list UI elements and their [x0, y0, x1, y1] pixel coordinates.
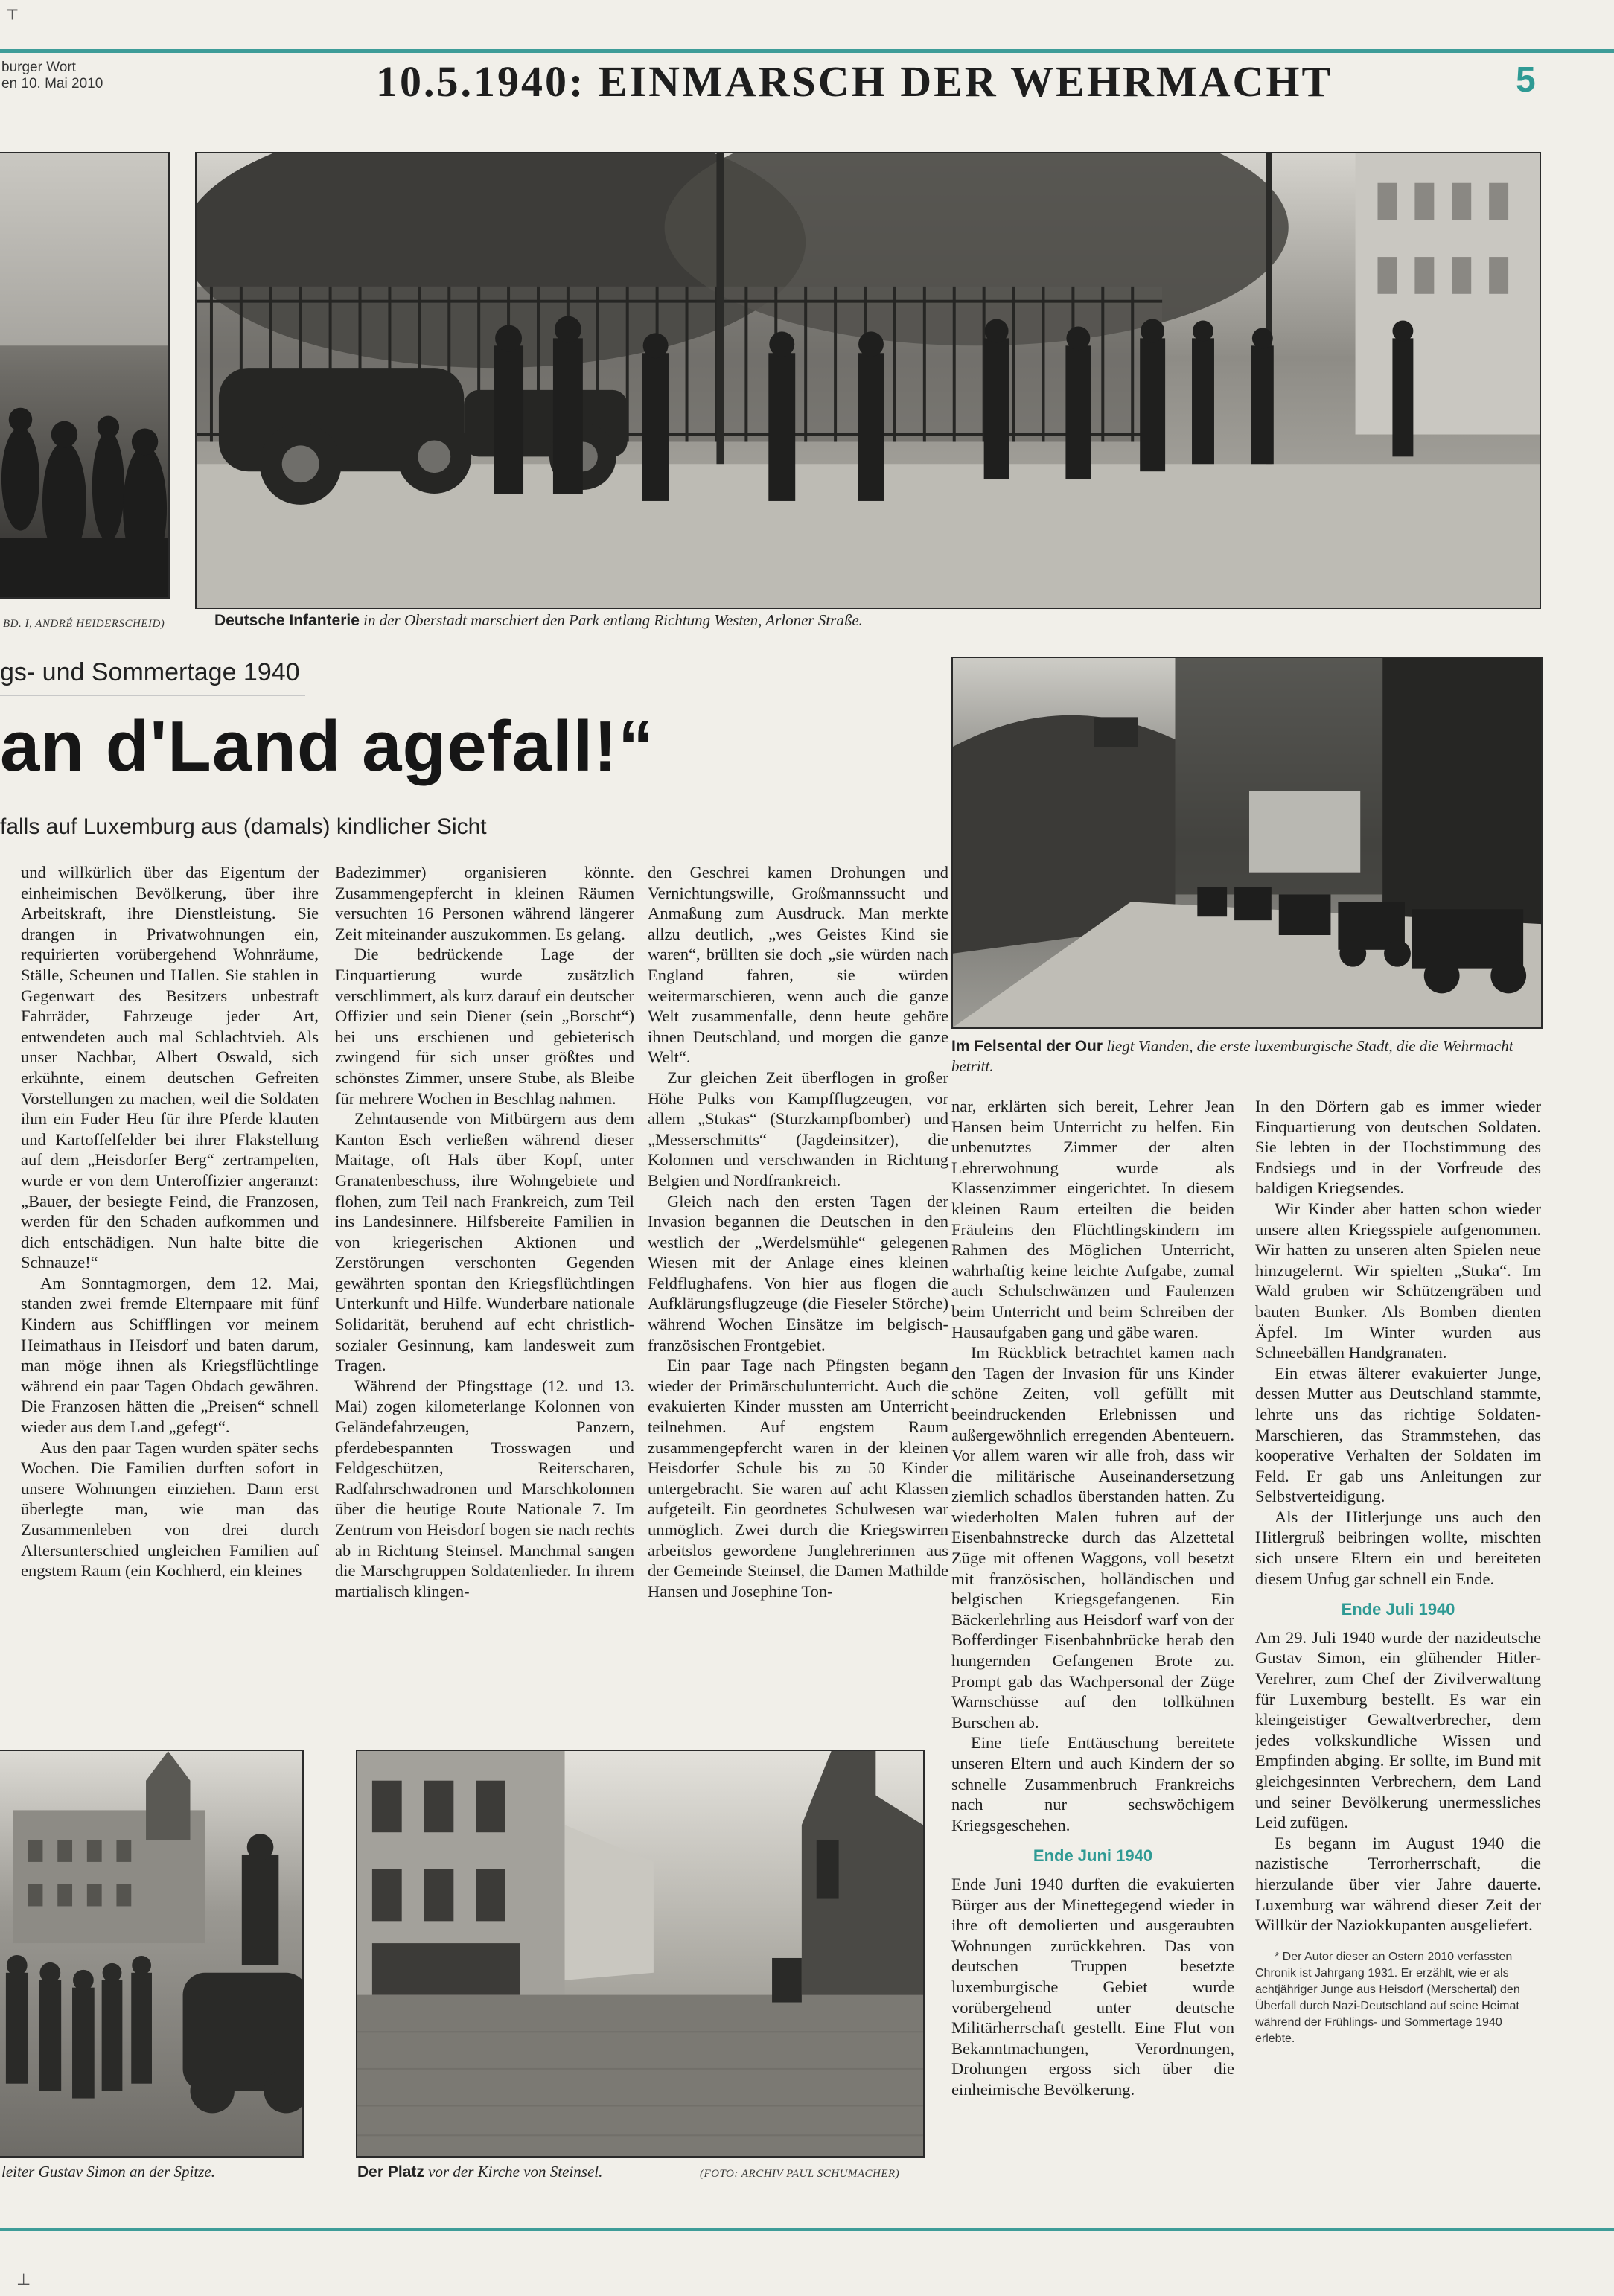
caption-infantry-bold: Deutsche Infanterie: [214, 612, 360, 629]
col2-paragraph: Badezimmer) organisieren könnte. Zusammengepfercht in kleinen Räumen versuchten 16 Personen während längerer Zeit miteinander auszukommen. Es gelang.: [335, 863, 634, 943]
photo-credit-steinsel: (FOTO: ARCHIV PAUL SCHUMACHER): [700, 2168, 900, 2180]
photo-gauleiter-parade: [0, 1750, 304, 2158]
col4-paragraph: Ende Juni 1940 durften die evakuierten Bürger aus der Minettegegend wieder in ihre oft demolierten und ausgeraubten Wohnungen zurückkehren. Das von deutschen Truppen besetzte luxemburgische Gebiet wurde vorübergehend unter deutsche Militärherrschaft gestellt. Eine Flut von Bekanntmachungen, Verordnungen, Drohungen ergoss sich über die einheimische Bevölkerung.: [951, 1874, 1234, 2099]
caption-steinsel-bold: Der Platz: [357, 2163, 424, 2181]
col1-paragraph: und willkürlich über das Eigentum der einheimischen Bevölkerung, über ihre Arbeitskraft, ihre Dienstleistung. Sie drangen in Privatwohnungen ein, requirierten vorübergehend Wohnräume, Ställe, Scheunen und Hallen. Sie stahlen in Gegenwart des Besitzers unbestraft Fahrräder, Fahrzeuge jeder Art, entwendeten auch mal Schlachtvieh. Als unser Nachbar, Albert Oswald, sich erkühnte, einem deutschen Gefreiten Vorstellungen zu machen, weil die Soldaten ihm ein Fuder Heu für ihre Pferde klauten und Kartoffelfelder bei ihrer Flakstellung auf dem „Heisdorfer Berg“ zertrampelten, wurde er von dem Unteroffizier angeranzt: „Bauer, der besiegte Feind, die Franzosen, werden für den Schaden aufkommen und dich entschädigen. Nun halte bitte die Schnauze!“: [21, 863, 319, 1272]
col2-paragraph: Die bedrückende Lage der Einquartierung wurde zusätzlich verschlimmert, als kurz darauf ein deutscher Offizier und sein Diener (sein „Borscht“) bei uns erschienen und gebieterisch zwingend für sich unser größtes und schönstes Zimmer, unsere Stube, als Bleibe für mehrere Wochen in Beschlag nahmen.: [335, 945, 634, 1108]
col5-paragraph: Am 29. Juli 1940 wurde der nazideutsche Gustav Simon, ein glühender Hitler-Verehrer, zum Chef der Zivilverwaltung für Luxemburg bestellt. Es war ein kleingeistiger Gewaltverbrecher, dem jedes volkskundliche Wissen und Empfinden abging. Er sollte, im Bund mit gleichgesinnten Verbrechern, dem Land und seiner Bevölkerung unermessliches Leid zufügen.: [1255, 1627, 1541, 1832]
col1-paragraph: Aus den paar Tagen wurden später sechs Wochen. Die Familien durften sofort in unsere Wohnungen einziehen. Dann erst überlegte man, wie man das Zusammenleben von drei durch Altersunterschied ungleichen Familien auf engstem Raum (ein Kochherd, ein kleines: [21, 1438, 319, 1581]
paper-name: [1, 60, 103, 92]
col5-paragraph: Es begann im August 1940 die nazistische Terrorherrschaft, die hierzulande über vier Jahre dauerte. Luxemburg war während dieser Zeit der Willkür der Naziokkupanten ausgeliefert.: [1255, 1833, 1541, 1935]
article-headline: an d'Land agefall!“: [0, 707, 655, 786]
teal-rule-top: [0, 49, 1614, 53]
col3-paragraph: Ein paar Tage nach Pfingsten begann wieder der Primärschulunterricht. Auch die evakuierten Kinder mussten am Unterricht teilnehmen. Auf engstem Raum zusammengepfercht waren in der kleinen Heisdorfer Schule bis zu 50 Kinder untergebracht. Sie waren auf acht Klassen aufgeteilt. Ein geordnetes Schulwesen war unmöglich. Zwei durch die Kriegswirren arbeitslos gewordene Junglehrerinnen aus der Gemeinde Steinsel, die Damen Mathilde Hansen und Josephine Ton-: [648, 1356, 948, 1601]
caption-vianden: [951, 1036, 1543, 1077]
article-column-2: [335, 862, 634, 1747]
caption-steinsel-text: vor der Kirche von Steinsel.: [424, 2163, 603, 2181]
article-column-1: [21, 862, 319, 1764]
article-kicker: gs- und Sommertage 1940: [0, 658, 300, 686]
photo-parade-image: [0, 1751, 302, 2156]
photo-vianden-image: [953, 658, 1541, 1027]
col1-paragraph: Am Sonntagmorgen, dem 12. Mai, standen zwei fremde Elternpaare mit fünf Kindern aus Schifflingen vor meinem Heimathaus in Heisdorf und baten darum, man möge ihnen als Kriegsflüchtlinge während ein paar Tagen Obdach gewähren. Die Franzosen hätten die „Preisen“ schnell wieder aus dem Land „gefegt“.: [21, 1273, 319, 1437]
article-column-3: [648, 862, 948, 1747]
col4-paragraph: nar, erklärten sich bereit, Lehrer Jean Hansen beim Unterricht zu helfen. Ein unbenutztes Zimmer der alten Lehrerwohnung wurde als Klassenzimmer eingerichtet. In diesem kleinen Raum erteilten die beiden Fräuleins den Flüchtlingskindern im Rahmen des Möglichen Unterricht, wahrhaftig keine leichte Aufgabe, zumal auch Schulschwänzen und Faulenzen beim Unterricht und beim Schreiben der Hausaufgaben gang und gäbe waren.: [951, 1097, 1234, 1342]
caption-infantry: [214, 610, 863, 631]
page-title: 10.5.1940: EINMARSCH DER WEHRMACHT: [376, 57, 1333, 106]
col5-paragraph: Wir Kinder aber hatten schon wieder unsere alten Kriegsspiele aufgenommen. Wir hatten zu unseren alten Spielen neue hinzugelernt. Wir spielten „Stuka“. Im Wald gruben wir Schützengräben und bauten Bunker. Als Bomben dienten Äpfel. Im Winter wurden aus Schneebällen Handgranaten.: [1255, 1199, 1541, 1362]
paper-date: en 10. Mai 2010: [1, 76, 103, 92]
kicker-underline: [0, 695, 305, 696]
article-column-5: [1255, 1096, 1541, 2199]
photo-credit-left: BD. I, ANDRÉ HEIDERSCHEID): [3, 618, 165, 630]
author-footnote: * Der Autor dieser an Ostern 2010 verfassten Chronik ist Jahrgang 1931. Er erzählt, wie er als achtjähriger Junge aus Heisdorf (Merschertal) den Überfall durch Nazi-Deutschland auf seine Heimat während der Frühlings- und Sommertage 1940 erlebte.: [1255, 1950, 1520, 2045]
photo-steinsel-image: [357, 1751, 923, 2156]
section-heading-july: Ende Juli 1940: [1341, 1600, 1455, 1619]
caption-parade: [1, 2162, 215, 2182]
page-number: 5: [1516, 60, 1536, 100]
caption-vianden-text: liegt Vianden, die erste luxemburgische Stadt, die die Wehrmacht betritt.: [951, 1037, 1513, 1075]
crop-mark-bottom: ⊥: [16, 2271, 31, 2289]
section-heading-june: Ende Juni 1940: [1033, 1846, 1153, 1866]
caption-steinsel: [357, 2162, 602, 2182]
teal-rule-bottom: [0, 2228, 1614, 2231]
photo-crowd: [0, 152, 170, 599]
article-subhead: falls auf Luxemburg aus (damals) kindlicher Sicht: [0, 814, 487, 839]
col3-paragraph: den Geschrei kamen Drohungen und Vernichtungswille, Großmannssucht und Anmaßung zum Ausdruck. Man merkte allzu deutlich, „wes Geistes Kind sie waren“, brüllten sie doch „sie würden nach England fahren, sie würden weitermarschieren, wenn auch die ganze Welt zusammenfalle, denn heute gehöre ihnen Deutschland, und morgen die ganze Welt“.: [648, 863, 948, 1067]
col2-paragraph: Zehntausende von Mitbürgern aus dem Kanton Esch verließen während dieser Maitage, oft Hals über Kopf, unter Granatenbeschuss, ihre Wohngebiete und flohen, zum Teil nach Frankreich, zum Teil ins Landesinnere. Hilfsbereite Familien in von kriegerischen Aktionen und Zerstörungen verschonten Gegenden gewährten spontan den Kriegsflüchtlingen Unterkunft und Hilfe. Wunderbare nationale Solidarität, beruhend auf echt christlich-sozialer Gesinnung, kam landesweit zum Tragen.: [335, 1109, 634, 1375]
col3-paragraph: Gleich nach den ersten Tagen der Invasion begannen die Deutschen in den westlich der „Werdelsmühle“ gelegenen Wiesen mit der Anlage eines kleinen Feldflughafens. Von hier aus flogen die Aufklärungsflugzeuge (die Fieseler Störche) während Wochen Einsätze im belgisch-französischen Frontgebiet.: [648, 1191, 948, 1354]
photo-vianden: [951, 657, 1543, 1029]
article-column-4: [951, 1096, 1234, 2199]
photo-steinsel-church: [356, 1750, 925, 2158]
caption-parade-text: leiter Gustav Simon an der Spitze.: [1, 2163, 215, 2181]
col2-paragraph: Während der Pfingsttage (12. und 13. Mai) zogen kilometerlange Kolonnen von Geländefahrzeugen, Panzern, pferdebespannten Trosswagen und Feldgeschützen, Reiterscharen, Radfahrschwadronen und Marschkolonnen über die heutige Route Nationale 7. Im Zentrum von Heisdorf bogen sie nach rechts ab in Richtung Steinsel. Manchmal sangen die Marschgruppen Soldatenlieder. In ihrem martialisch klingen-: [335, 1376, 634, 1601]
photo-infantry-march: [195, 152, 1541, 609]
crop-mark-top: ┬: [7, 1, 18, 20]
caption-infantry-text: in der Oberstadt marschiert den Park entlang Richtung Westen, Arloner Straße.: [359, 611, 863, 629]
photo-infantry-image: [197, 153, 1540, 608]
col5-paragraph: In den Dörfern gab es immer wieder Einquartierung von deutschen Soldaten. Sie lebten in der Hochstimmung des Endsiegs und in der Vorfreude des baldigen Kriegsendes.: [1255, 1097, 1541, 1198]
col4-paragraph: Im Rückblick betrachtet kamen nach den Tagen der Invasion für uns Kinder schöne Zeiten, voll gefüllt mit beeindruckenden Erlebnissen und außergewöhnlich erregenden Abenteuern. Vor allem waren wir alle froh, dass wir die militärische Auseinandersetzung ziemlich schadlos überstanden hatten. Zu wiederholten Malen fuhren auf der Eisenbahnstrecke durch das Alzettetal Züge mit offenen Waggons, voll besetzt mit französischen, holländischen und belgischen Kriegsgefangenen. Ein Bäckerlehrling aus Heisdorf warf von der Bofferdinger Eisenbahnbrücke herab den hungernden Gefangenen Brote zu. Prompt gab das Wachpersonal der Züge Warnschüsse auf den tollkühnen Burschen ab.: [951, 1343, 1234, 1732]
col5-paragraph: Als der Hitlerjunge uns auch den Hitlergruß beibringen wollte, mischten sich unsere Eltern ein und bereiteten diesem Unfug gar schnell ein Ende.: [1255, 1507, 1541, 1588]
photo-crowd-image: [0, 153, 168, 597]
col5-paragraph: Ein etwas älterer evakuierter Junge, dessen Mutter aus Deutschland stammte, lehrte uns das richtige Soldaten-Marschieren, das Strammstehen, das kooperative Verhalten der Soldaten im Feld. Er gab uns Anleitungen zur Selbstverteidigung.: [1255, 1363, 1541, 1506]
paper-line-1: burger Wort: [1, 60, 76, 75]
col3-paragraph: Zur gleichen Zeit überflogen in großer Höhe Pulks von Kampfflugzeugen, vor allem „Stukas“ (Sturzkampfbomber) und „Messerschmitts“ (Jagdeinsitzer), die Kolonnen und verschwanden in Richtung Belgien und Nordfrankreich.: [648, 1068, 948, 1190]
caption-vianden-bold: Im Felsental der Our: [951, 1038, 1103, 1055]
col4-paragraph: Eine tiefe Enttäuschung bereitete unseren Eltern und auch Kindern der so schnelle Zusammenbruch Frankreichs nach nur sechswöchigem Kriegsgeschehen.: [951, 1733, 1234, 1834]
